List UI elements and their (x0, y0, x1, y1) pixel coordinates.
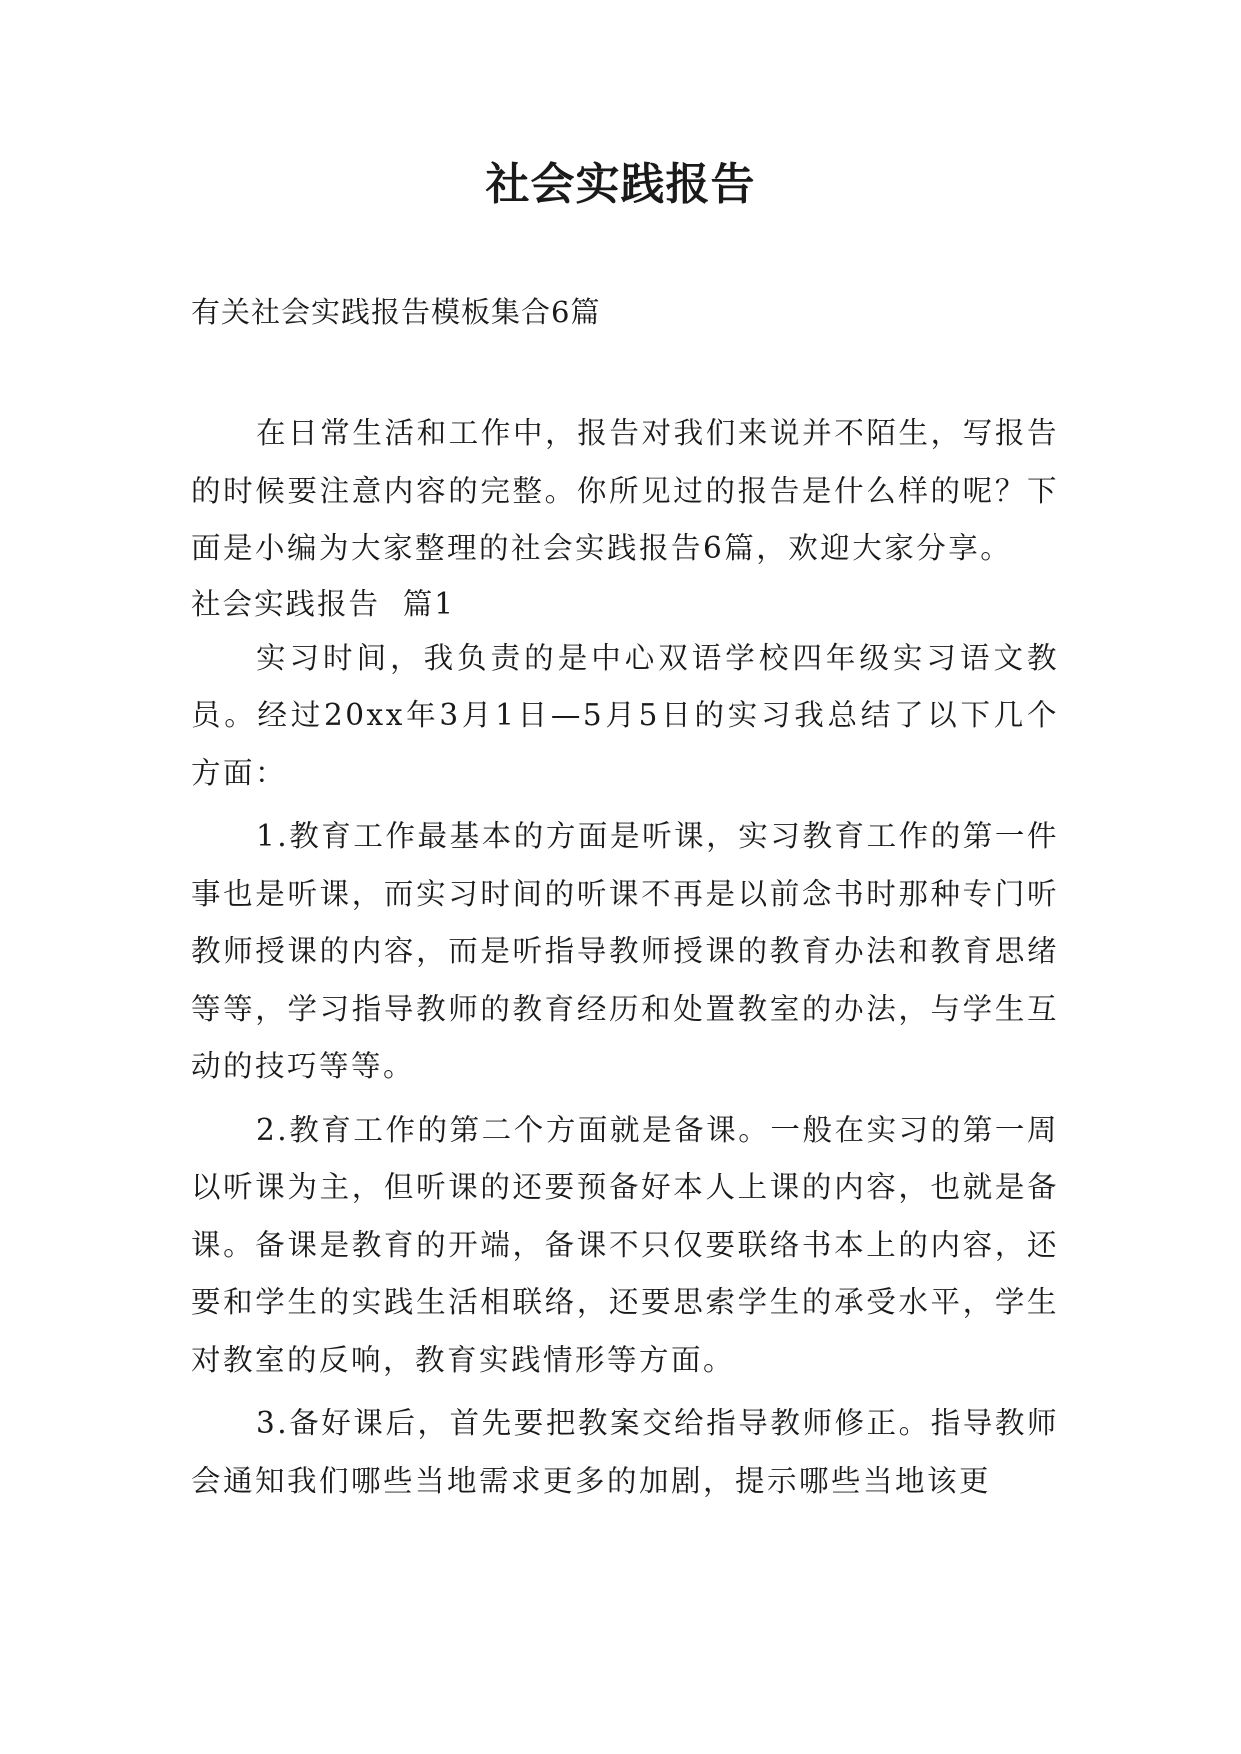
body-paragraph: 3.备好课后，首先要把教案交给指导教师修正。指导教师会通知我们哪些当地需求更多的加剧，提示哪些当地该更 (191, 1406, 1059, 1498)
document-subtitle: 有关社会实践报告模板集合6篇 (191, 295, 601, 329)
document-title: 社会实践报告 (485, 159, 756, 210)
intro-paragraph: 在日常生活和工作中，报告对我们来说并不陌生，写报告的时候要注意内容的完整。你所见过的报告是什么样的呢？下面是小编为大家整理的社会实践报告6篇，欢迎大家分享。 (191, 416, 1059, 565)
body-paragraph: 1.教育工作最基本的方面是听课，实习教育工作的第一件事也是听课，而实习时间的听课不再是以前念书时那种专门听教师授课的内容，而是听指导教师授课的教育办法和教育思绪等等，学习指导教师的教育经历和处置教室的办法，与学生互动的技巧等等。 (191, 819, 1059, 1083)
body-paragraph: 2.教育工作的第二个方面就是备课。一般在实习的第一周以听课为主，但听课的还要预备好本人上课的内容，也就是备课。备课是教育的开端，备课不只仅要联络书本上的内容，还要和学生的实践生活相联络，还要思索学生的承受水平，学生对教室的反响，教育实践情形等方面。 (191, 1112, 1059, 1377)
body-paragraph: 实习时间，我负责的是中心双语学校四年级实习语文教员。经过20xx年3月1日—5月5日的实习我总结了以下几个方面： (191, 640, 1059, 790)
section-heading: 社会实践报告 篇1 (191, 586, 456, 621)
document-body (191, 405, 1059, 1510)
